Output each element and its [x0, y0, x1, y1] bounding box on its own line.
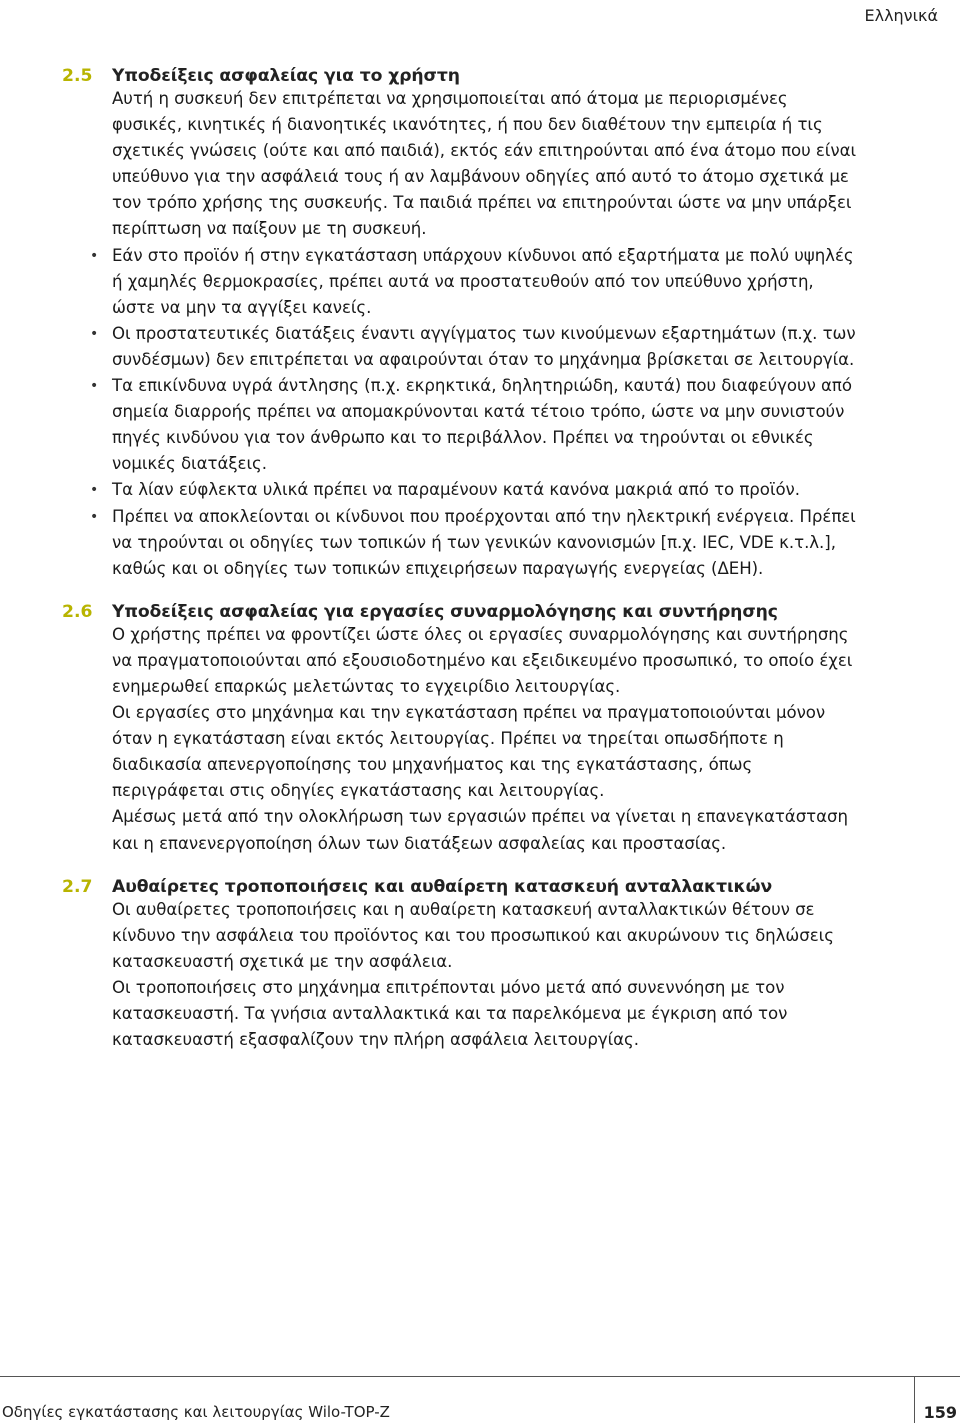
bullet-item: • Πρέπει να αποκλείονται οι κίνδυνοι που προέρχονται από την ηλεκτρική ενέργεια. Πρέπει να τηρούνται οι οδηγίες των τοπικών ή των γενικών κανονισμών [π.χ. IEC, VDE κ.τ.λ.], καθώς και οι οδηγίες των τοπικών επιχειρήσεων παραγωγής ενεργείας (ΔΕΗ).	[112, 504, 862, 582]
bullet-item: • Εάν στο προϊόν ή στην εγκατάσταση υπάρχουν κίνδυνοι από εξαρτήματα με πολύ υψηλές ή χαμηλές θερμοκρασίες, πρέπει αυτά να προστατευθούν από τον υπεύθυνο χρήστη, ώστε να μην τα αγγίξει κανείς.	[112, 243, 862, 321]
section-heading	[62, 877, 862, 897]
section-number: 2.7	[62, 876, 93, 897]
bullet-list	[112, 243, 862, 582]
section-heading	[62, 66, 862, 86]
paragraph: Αμέσως μετά από την ολοκλήρωση των εργασιών πρέπει να γίνεται η επανεγκατάσταση και η επανενεργοποίηση όλων των διατάξεων ασφαλείας και προστασίας.	[112, 807, 848, 853]
section-title: Υποδείξεις ασφαλείας για το χρήστη	[112, 66, 460, 86]
page-number: 159	[923, 1403, 957, 1422]
footer-title: Οδηγίες εγκατάστασης και λειτουργίας Wilo-TOP-Z	[2, 1403, 390, 1421]
paragraph: Οι εργασίες στο μηχάνημα και την εγκατάσταση πρέπει να πραγματοποιούνται μόνον όταν η εγκατάσταση είναι εκτός λειτουργίας. Πρέπει να τηρείται οπωσδήποτε η διαδικασία απενεργοποίησης του μηχανήματος και της εγκατάστασης, όπως περιγράφεται στις οδηγίες εγκατάστασης και λειτουργίας.	[112, 703, 826, 801]
section-number: 2.5	[62, 66, 93, 86]
paragraph: Οι τροποποιήσεις στο μηχάνημα επιτρέπονται μόνο μετά από συνεννόηση με τον κατασκευαστή. Τα γνήσια ανταλλακτικά και τα παρελκόμενα με έγκριση από τον κατασκευαστή εξασφαλίζουν την πλήρη ασφάλεια λειτουργίας.	[112, 977, 788, 1050]
bullet-item: • Τα λίαν εύφλεκτα υλικά πρέπει να παραμένουν κατά κανόνα μακριά από το προϊόν.	[112, 477, 862, 503]
paragraph: Οι αυθαίρετες τροποποιήσεις και η αυθαίρετη κατασκευή ανταλλακτικών θέτουν σε κίνδυνο την ασφάλεια του προϊόντος και του προσωπικού και ακυρώνουν τις δηλώσεις κατασκευαστή σχετικά με την ασφάλεια.	[112, 899, 834, 971]
footer-divider	[0, 1376, 960, 1377]
section-2-5	[62, 66, 862, 582]
language-label: Ελληνικά	[864, 6, 938, 25]
section-title: Υποδείξεις ασφαλείας για εργασίες συναρμολόγησης και συντήρησης	[112, 601, 778, 622]
page-content	[62, 66, 862, 1073]
section-number: 2.6	[62, 601, 93, 622]
section-heading	[62, 602, 862, 622]
section-2-6	[62, 602, 862, 857]
bullet-item: • Οι προστατευτικές διατάξεις έναντι αγγίγματος των κινούμενων εξαρτημάτων (π.χ. των συνδέσμων) δεν επιτρέπεται να αφαιρούνται όταν το μηχάνημα βρίσκεται σε λειτουργία.	[112, 321, 862, 373]
page-number-divider	[914, 1376, 915, 1423]
paragraph: Ο χρήστης πρέπει να φροντίζει ώστε όλες οι εργασίες συναρμολόγησης και συντήρησης να πραγματοποιούνται από εξουσιοδοτημένο και εξειδικευμένο προσωπικό, το οποίο έχει ενημερωθεί επαρκώς μελετώντας το εγχειρίδιο λειτουργίας.	[112, 624, 853, 696]
bullet-item: • Τα επικίνδυνα υγρά άντλησης (π.χ. εκρηκτικά, δηλητηριώδη, καυτά) που διαφεύγουν από σημεία διαρροής πρέπει να απομακρύνονται κατά τέτοιο τρόπο, ώστε να μην συνιστούν πηγές κινδύνου για τον άνθρωπο και το περιβάλλον. Πρέπει να τηρούνται οι εθνικές νομικές διατάξεις.	[112, 373, 862, 477]
section-body	[112, 622, 862, 857]
section-body	[112, 86, 862, 582]
page-footer	[0, 1376, 960, 1423]
section-body	[112, 897, 862, 1054]
section-title: Αυθαίρετες τροποποιήσεις και αυθαίρετη κατασκευή ανταλλακτικών	[112, 876, 773, 897]
paragraph: Αυτή η συσκευή δεν επιτρέπεται να χρησιμοποιείται από άτομα με περιορισμένες φυσικές, κινητικές ή διανοητικές ικανότητες, ή που δεν διαθέτουν την εμπειρία ή τις σχετικές γνώσεις (ούτε και από παιδιά), εκτός εάν επιτηρούνται από ένα άτομο που είναι υπεύθυνο για την ασφάλειά τους ή αν λαμβάνουν οδηγίες από αυτό το άτομο σχετικά με τον τρόπο χρήσης της συσκευής. Τα παιδιά πρέπει να επιτηρούνται ώστε να μην υπάρξει περίπτωση να παίξουν με τη συσκευή.	[112, 89, 857, 239]
section-2-7	[62, 877, 862, 1054]
